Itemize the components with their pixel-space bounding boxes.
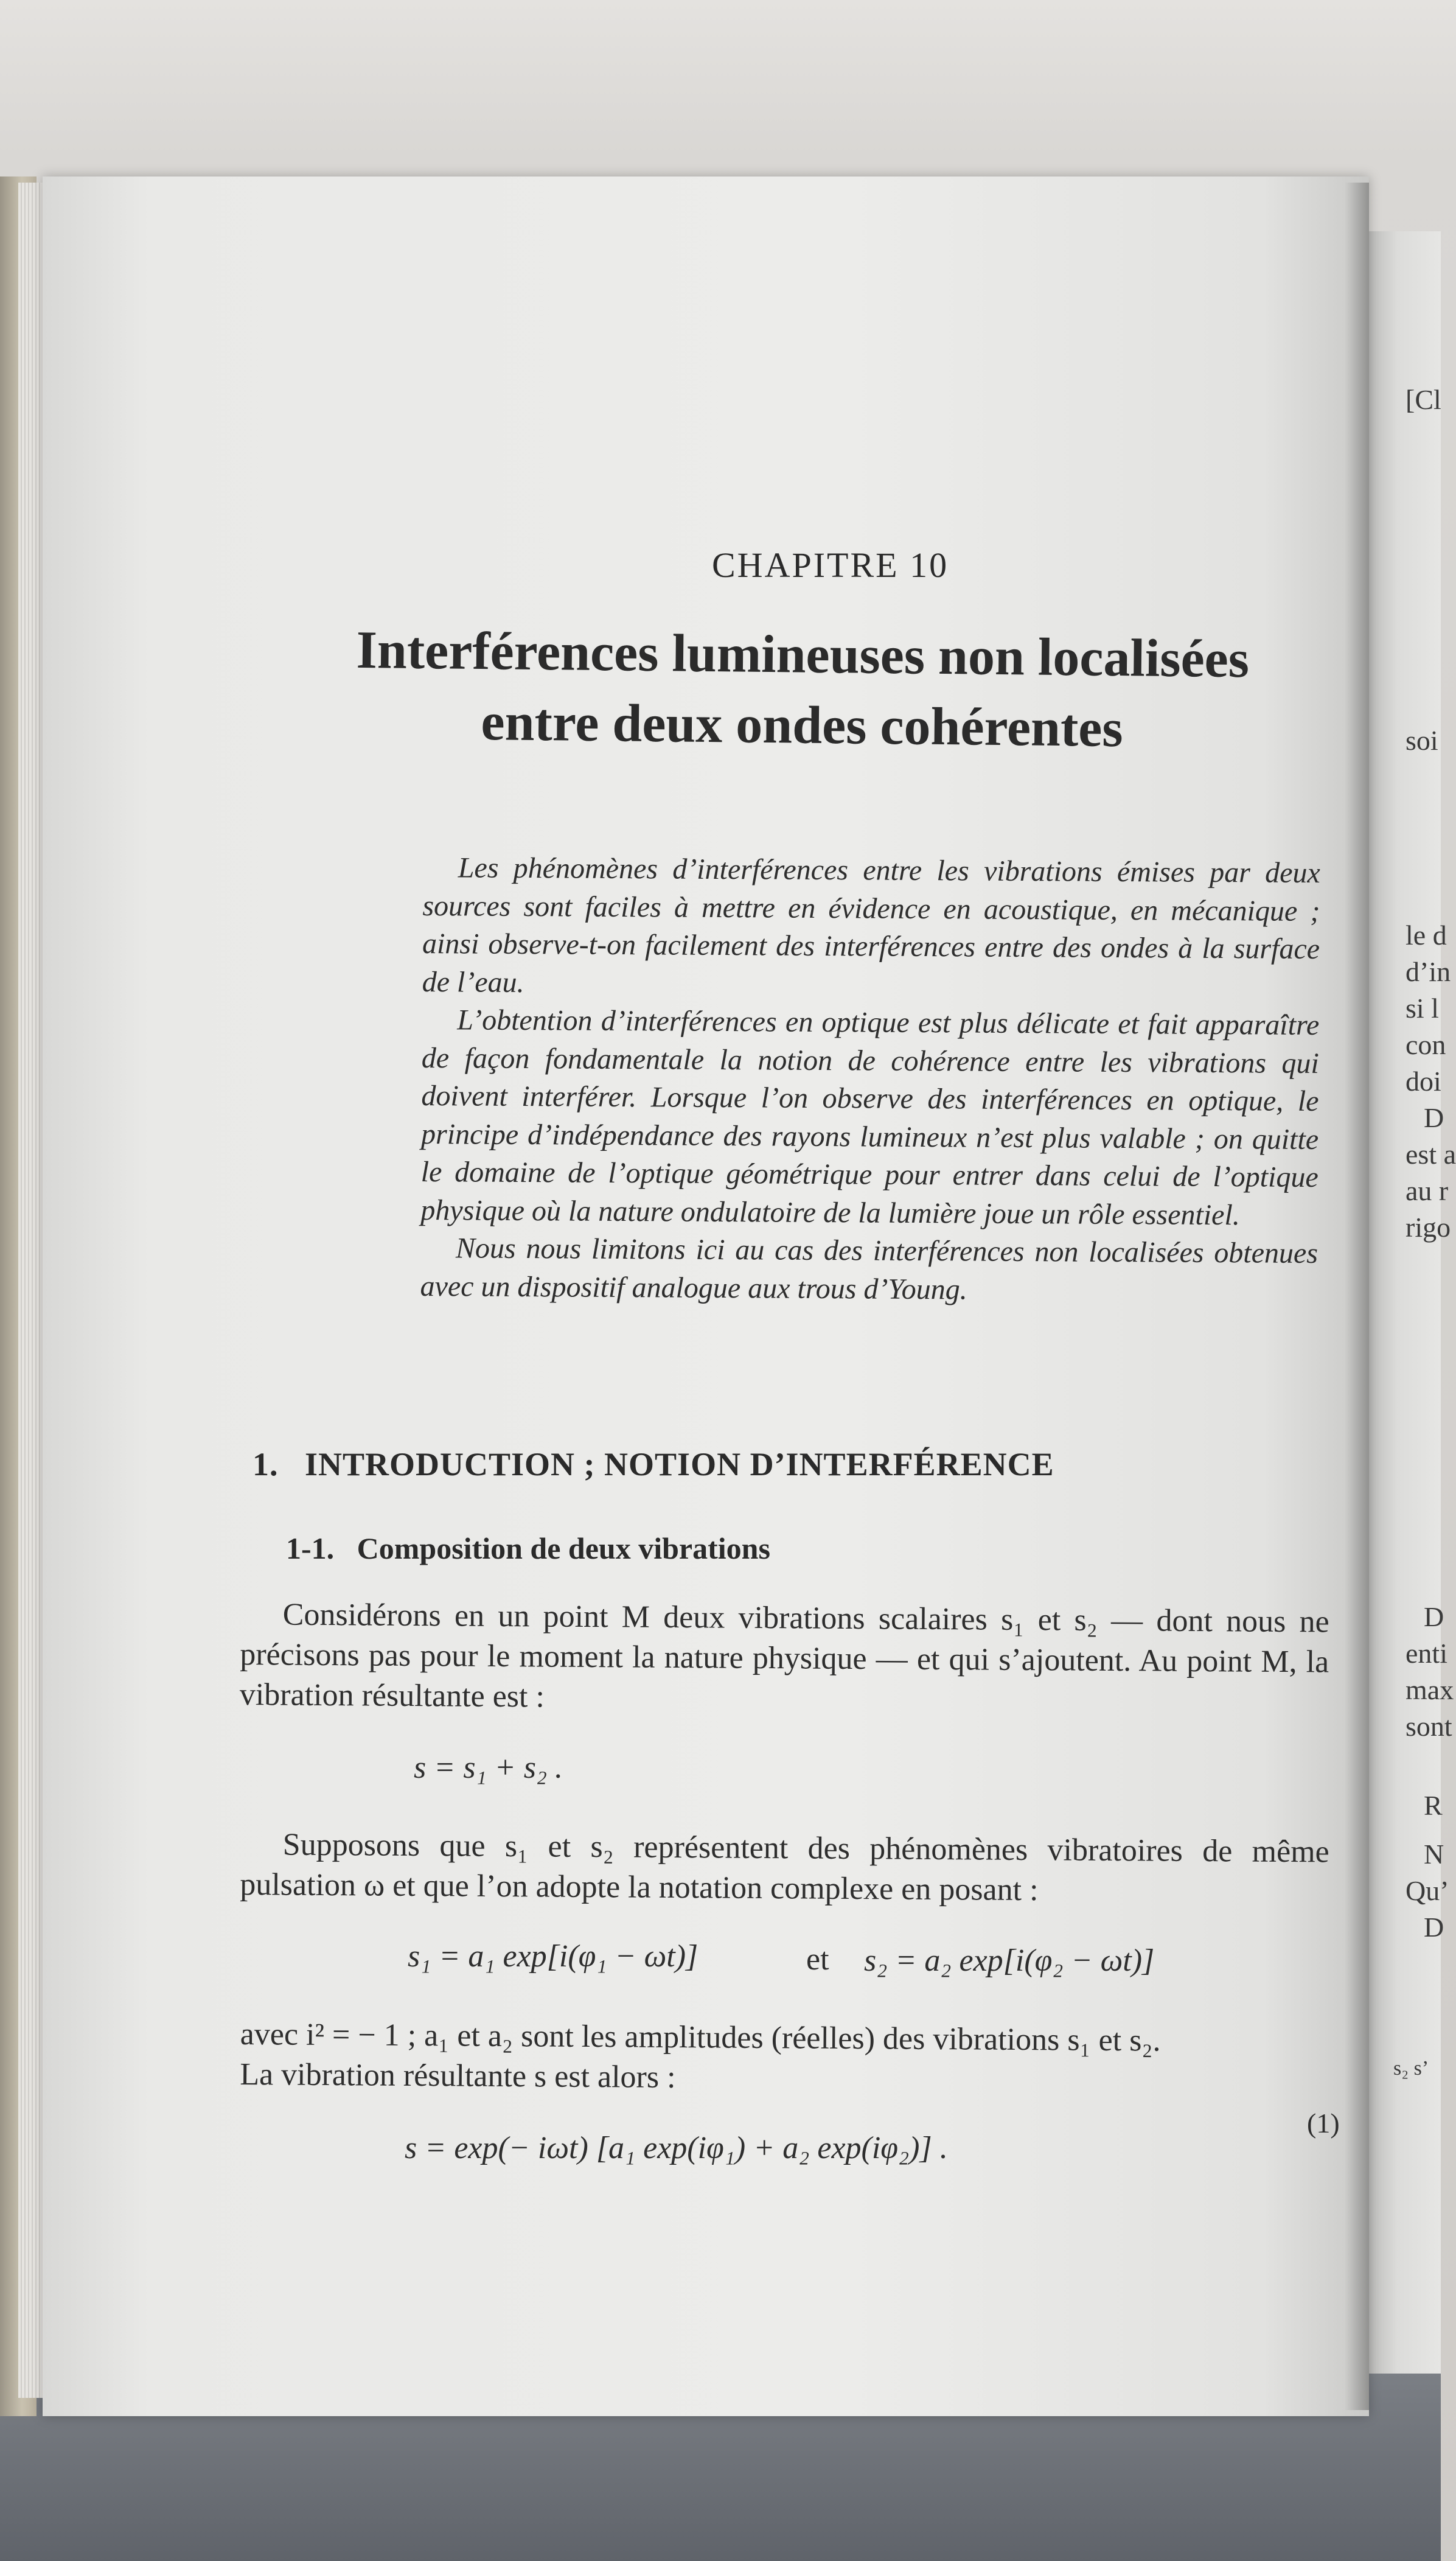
next-page-fragment: R [1424,1790,1443,1821]
next-page-fragment: rigo [1405,1212,1451,1243]
section-heading [253,1445,1054,1483]
next-page-fragment: con [1405,1029,1446,1060]
body-paragraph [240,1825,1329,1912]
next-page-fragment: Qu’ [1405,1875,1449,1906]
equation-sum: s = s₁ + s₂ . [414,1750,563,1785]
section-title: INTRODUCTION ; NOTION D’INTERFÉRENCE [305,1446,1054,1483]
paragraph-text: Supposons que s₁ et s₂ représentent des phénomènes vibratoires de même pulsation ω et que l’on adopte la notation complexe en posant : [240,1827,1329,1908]
next-page-edge [1369,231,1456,2374]
chapter-title [303,615,1302,766]
subsection-title: Composition de deux vibrations [357,1531,770,1565]
abstract-paragraph: Nous nous limitons ici au cas des interférences non localisées obtenues avec un dispositif analogue aux trous d’Young. [420,1232,1318,1305]
body-paragraph [240,2014,1329,2102]
paragraph-text: Considérons en un point M deux vibrations scalaires s₁ et s₂ — dont nous ne précisons pas pour le moment la nature physique — et qui s’ajoutent. Au point M, la vibration résultante est : [239,1597,1329,1714]
paragraph-line: avec i² = − 1 ; a₁ et a₂ sont les amplitudes (réelles) des vibrations s₁ et s₂. [240,2017,1161,2058]
next-page-fragment: N [1424,1839,1444,1870]
chapter-title-line: entre deux ondes cohérentes [481,693,1124,759]
abstract-paragraph: Les phénomènes d’interférences entre les vibrations émises par deux sources sont faciles à mettre en évidence en acoustique, en mécanique ; ainsi observe-t-on facilement des interférences entre des ondes à la surface de l’eau. [422,851,1320,999]
page-gutter-shadow [1345,183,1369,2410]
chapter-label: CHAPITRE 10 [712,545,949,585]
equation-s2: s₂ = a₂ exp[i(φ₂ − ωt)] [864,1943,1155,1978]
equation-s1: s₁ = a₁ exp[i(φ₁ − ωt)] [408,1939,698,1974]
next-page-fragment: si l [1405,993,1439,1024]
section-number: 1. [253,1446,279,1483]
next-page-fragment: D [1424,1102,1444,1133]
next-page-fragment: soi [1405,725,1438,756]
paragraph-line: La vibration résultante s est alors : [240,2056,676,2095]
equation-conjunction: et [806,1942,829,1977]
next-page-fragment: doi [1405,1066,1441,1097]
next-page-fragment: enti [1405,1638,1447,1669]
chapter-title-line: Interférences lumineuses non localisées [356,620,1250,690]
next-page-fragment: d’in [1405,956,1451,987]
equation-result: s = exp(− iωt) [a₁ exp(iφ₁) + a₂ exp(iφ₂)] . [405,2131,948,2165]
equation-number: (1) [1307,2108,1340,2139]
next-page-fragment: max [1405,1674,1454,1705]
next-page-fragment: est a [1405,1139,1456,1170]
next-page-fragment: sont [1405,1711,1452,1742]
chapter-abstract [420,849,1320,1311]
body-paragraph [240,1595,1329,1722]
next-page-fragment: [Cl [1405,384,1441,415]
next-page-fragment: au r [1405,1175,1449,1206]
next-page-fragment: s₂ s’ [1393,2057,1429,2080]
next-page-fragment: le d [1405,920,1447,951]
abstract-paragraph: L’obtention d’interférences en optique est plus délicate et fait apparaître de façon fondamentale la notion de cohérence entre les vibrations qui doivent interférer. Lorsque l’on observe des interférences en optique, le principe d’indépendance des rayons lumineux n’est plus valable ; on quitte le domaine de l’optique géométrique pour entrer dans celui de l’optique physique où la nature ondulatoire de la lumière joue un rôle essentiel. [420,1004,1320,1231]
next-page-fragment: D [1424,1601,1444,1632]
subsection-heading [286,1531,770,1566]
subsection-number: 1-1. [286,1531,335,1565]
next-page-fragment: D [1424,1912,1444,1943]
